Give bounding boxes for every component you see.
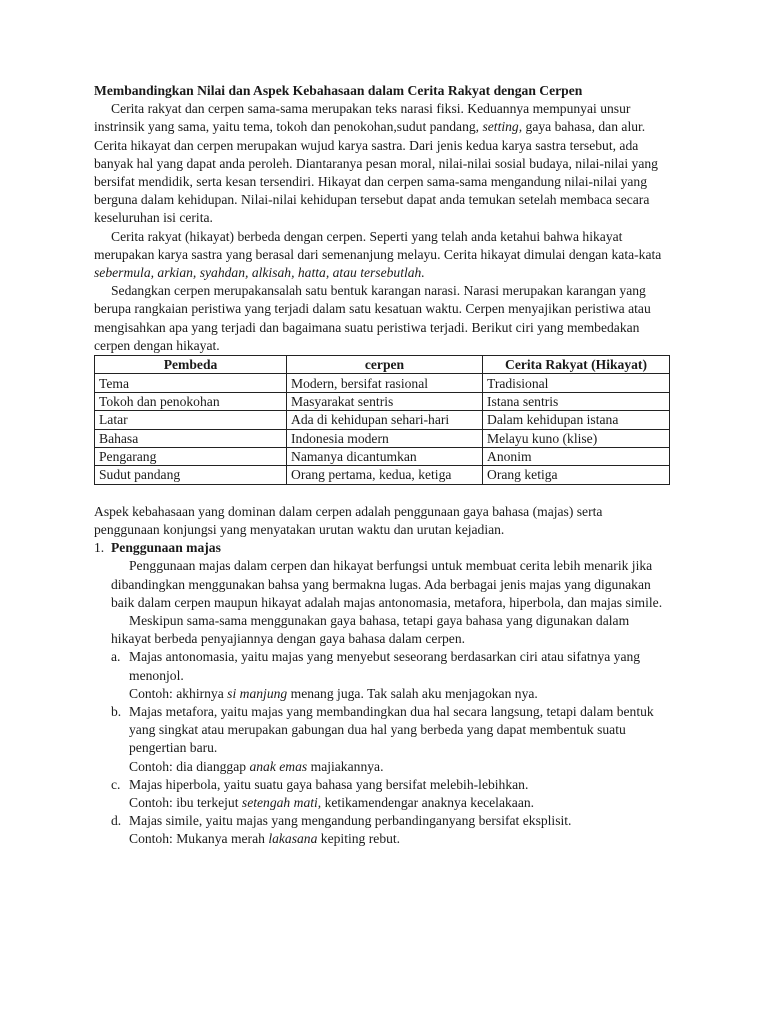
table-header-cell: Cerita Rakyat (Hikayat) bbox=[483, 356, 670, 374]
table-cell: Tokoh dan penokohan bbox=[95, 392, 287, 410]
paragraph-intro-italic: setting, bbox=[482, 119, 523, 135]
paragraph-cerpen: Sedangkan cerpen merupakansalah satu bentuk karangan narasi. Narasi merupakan karangan yang berupa rangkaian peristiwa yang terjadi dalam satu kesatuan waktu. Cerpen menyajikan peristiwa atau mengisahkan apa yang terjadi dan bagaimana suatu peristiwa terjadi. Berikut ciri yang membedakan cerpen dengan hikayat. bbox=[94, 283, 651, 353]
list-letter: a. bbox=[111, 649, 121, 665]
table-cell: Pengarang bbox=[95, 448, 287, 466]
list-item-example bbox=[129, 758, 671, 776]
list-letter: d. bbox=[111, 813, 122, 829]
table-cell: Indonesia modern bbox=[287, 429, 483, 447]
table-row bbox=[95, 448, 670, 466]
list-item bbox=[94, 648, 671, 703]
section-label: Penggunaan majas bbox=[111, 540, 221, 556]
table-row bbox=[95, 466, 670, 484]
comparison-table bbox=[94, 355, 670, 485]
table-cell: Namanya dicantumkan bbox=[287, 448, 483, 466]
paragraph-hikayat-text: Cerita rakyat (hikayat) berbeda dengan cerpen. Seperti yang telah anda ketahui bahwa hikayat merupakan karya sastra yang berasal dari semenanjung melayu. Cerita hikayat dimulai dengan kata-kata bbox=[94, 228, 662, 262]
example-italic: anak emas bbox=[249, 758, 308, 774]
document-title: Membandingkan Nilai dan Aspek Kebahasaan dalam Cerita Rakyat dengan Cerpen bbox=[94, 83, 583, 98]
table-cell: Tema bbox=[95, 374, 287, 392]
paragraph-intro-text-b: gaya bahasa, dan alur. Cerita hikayat dan cerpen merupakan wujud karya sastra. Dari jenis kedua karya sastra tersebut, ada banyak hal yang dapat anda peroleh. Diantaranya pesan moral, nilai-nilai sosial budaya, nilai-nilai yang bersifat mendidik, serta kesan tersendiri. Hikayat dan cerpen sama-sama mengandung nilai-nilai yang berguna dalam kehidupan. Nilai-nilai kehidupan tersebut dapat anda temukan setelah membaca secara keseluruhan isi cerita. bbox=[94, 119, 658, 226]
table-cell: Anonim bbox=[483, 448, 670, 466]
example-italic: si manjung bbox=[227, 685, 288, 701]
table-row bbox=[95, 411, 670, 429]
table-cell: Istana sentris bbox=[483, 392, 670, 410]
table-cell: Bahasa bbox=[95, 429, 287, 447]
table-cell: Orang pertama, kedua, ketiga bbox=[287, 466, 483, 484]
example-text-b: kepiting rebut. bbox=[317, 831, 401, 847]
table-cell: Tradisional bbox=[483, 374, 670, 392]
table-row bbox=[95, 429, 670, 447]
table-cell: Dalam kehidupan istana bbox=[483, 411, 670, 429]
list-item bbox=[94, 776, 671, 812]
table-cell: Orang ketiga bbox=[483, 466, 670, 484]
list-item-text: Majas antonomasia, yaitu majas yang menyebut seseorang berdasarkan ciri atau sifatnya yang menonjol. bbox=[129, 649, 641, 683]
table-cell: Masyarakat sentris bbox=[287, 392, 483, 410]
table-header-cell: cerpen bbox=[287, 356, 483, 374]
example-text-b: menang juga. Tak salah aku menjagokan nya. bbox=[287, 685, 538, 701]
section-body bbox=[94, 557, 671, 648]
example-text-b: majiakannya. bbox=[307, 758, 384, 774]
table-cell: Latar bbox=[95, 411, 287, 429]
list-item-text: Majas metafora, yaitu majas yang membandingkan dua hal secara langsung, tetapi dalam bentuk yang singkat atau merupakan gabungan dua hal yang berbeda yang dapat membentuk suatu pengertian baru. bbox=[129, 704, 654, 756]
example-italic: lakasana bbox=[268, 831, 318, 847]
table-cell: Melayu kuno (klise) bbox=[483, 429, 670, 447]
paragraph-hikayat-italic: sebermula, arkian, syahdan, alkisah, hatta, atau tersebutlah. bbox=[94, 265, 425, 281]
example-text-a: Contoh: dia dianggap bbox=[129, 758, 250, 774]
example-text-a: Contoh: Mukanya merah bbox=[129, 831, 269, 847]
table-cell: Sudut pandang bbox=[95, 466, 287, 484]
paragraph-majas-1: Penggunaan majas dalam cerpen dan hikayat berfungsi untuk membuat cerita lebih menarik jika dibandingkan menggunakan bahsa yang bermakna lugas. Ada berbagai jenis majas yang digunakan baik dalam cerpen maupun hikayat adalah majas antonomasia, metafora, hiperbola, dan majas simile. bbox=[111, 558, 663, 610]
table-cell: Ada di kehidupan sehari-hari bbox=[287, 411, 483, 429]
example-text-b: , ketikamendengar anaknya kecelakaan. bbox=[317, 795, 535, 811]
list-letter: b. bbox=[111, 704, 122, 720]
paragraph-aspek: Aspek kebahasaan yang dominan dalam cerpen adalah penggunaan gaya bahasa (majas) serta penggunaan konjungsi yang menyatakan urutan waktu dan urutan kejadian. bbox=[94, 503, 603, 537]
example-text-a: Contoh: ibu terkejut bbox=[129, 795, 242, 811]
table-header-cell: Pembeda bbox=[95, 356, 287, 374]
list-item bbox=[94, 812, 671, 848]
paragraph-intro-text-a: Cerita rakyat dan cerpen sama-sama merupakan teks narasi fiksi. Keduannya mempunyai unsur instrinsik yang sama, yaitu tema, tokoh dan penokohan,sudut pandang, bbox=[94, 101, 631, 135]
paragraph-intro bbox=[94, 100, 671, 227]
section-number: 1. bbox=[94, 540, 105, 556]
list-item-example bbox=[129, 685, 671, 703]
spacer bbox=[94, 485, 671, 503]
example-italic: setengah mati bbox=[241, 795, 318, 811]
paragraph-majas-2: Meskipun sama-sama menggunakan gaya bahasa, tetapi gaya bahasa yang digunakan dalam hikayat berbeda penyajiannya dengan gaya bahasa dalam cerpen. bbox=[111, 613, 630, 647]
paragraph-hikayat bbox=[94, 228, 671, 283]
table-cell: Modern, bersifat rasional bbox=[287, 374, 483, 392]
list-item-example bbox=[129, 830, 671, 848]
section-heading-majas bbox=[94, 539, 671, 557]
table-row bbox=[95, 392, 670, 410]
table-header-row bbox=[95, 356, 670, 374]
list-letter: c. bbox=[111, 776, 121, 792]
example-text-a: Contoh: akhirnya bbox=[129, 685, 228, 701]
list-item bbox=[94, 703, 671, 776]
list-item-text: Majas simile, yaitu majas yang mengandung perbandinganyang bersifat eksplisit. bbox=[129, 813, 572, 829]
list-item-example bbox=[129, 794, 671, 812]
table-row bbox=[95, 374, 670, 392]
document-page bbox=[94, 82, 671, 849]
list-item-text: Majas hiperbola, yaitu suatu gaya bahasa yang bersifat melebih-lebihkan. bbox=[129, 776, 529, 792]
